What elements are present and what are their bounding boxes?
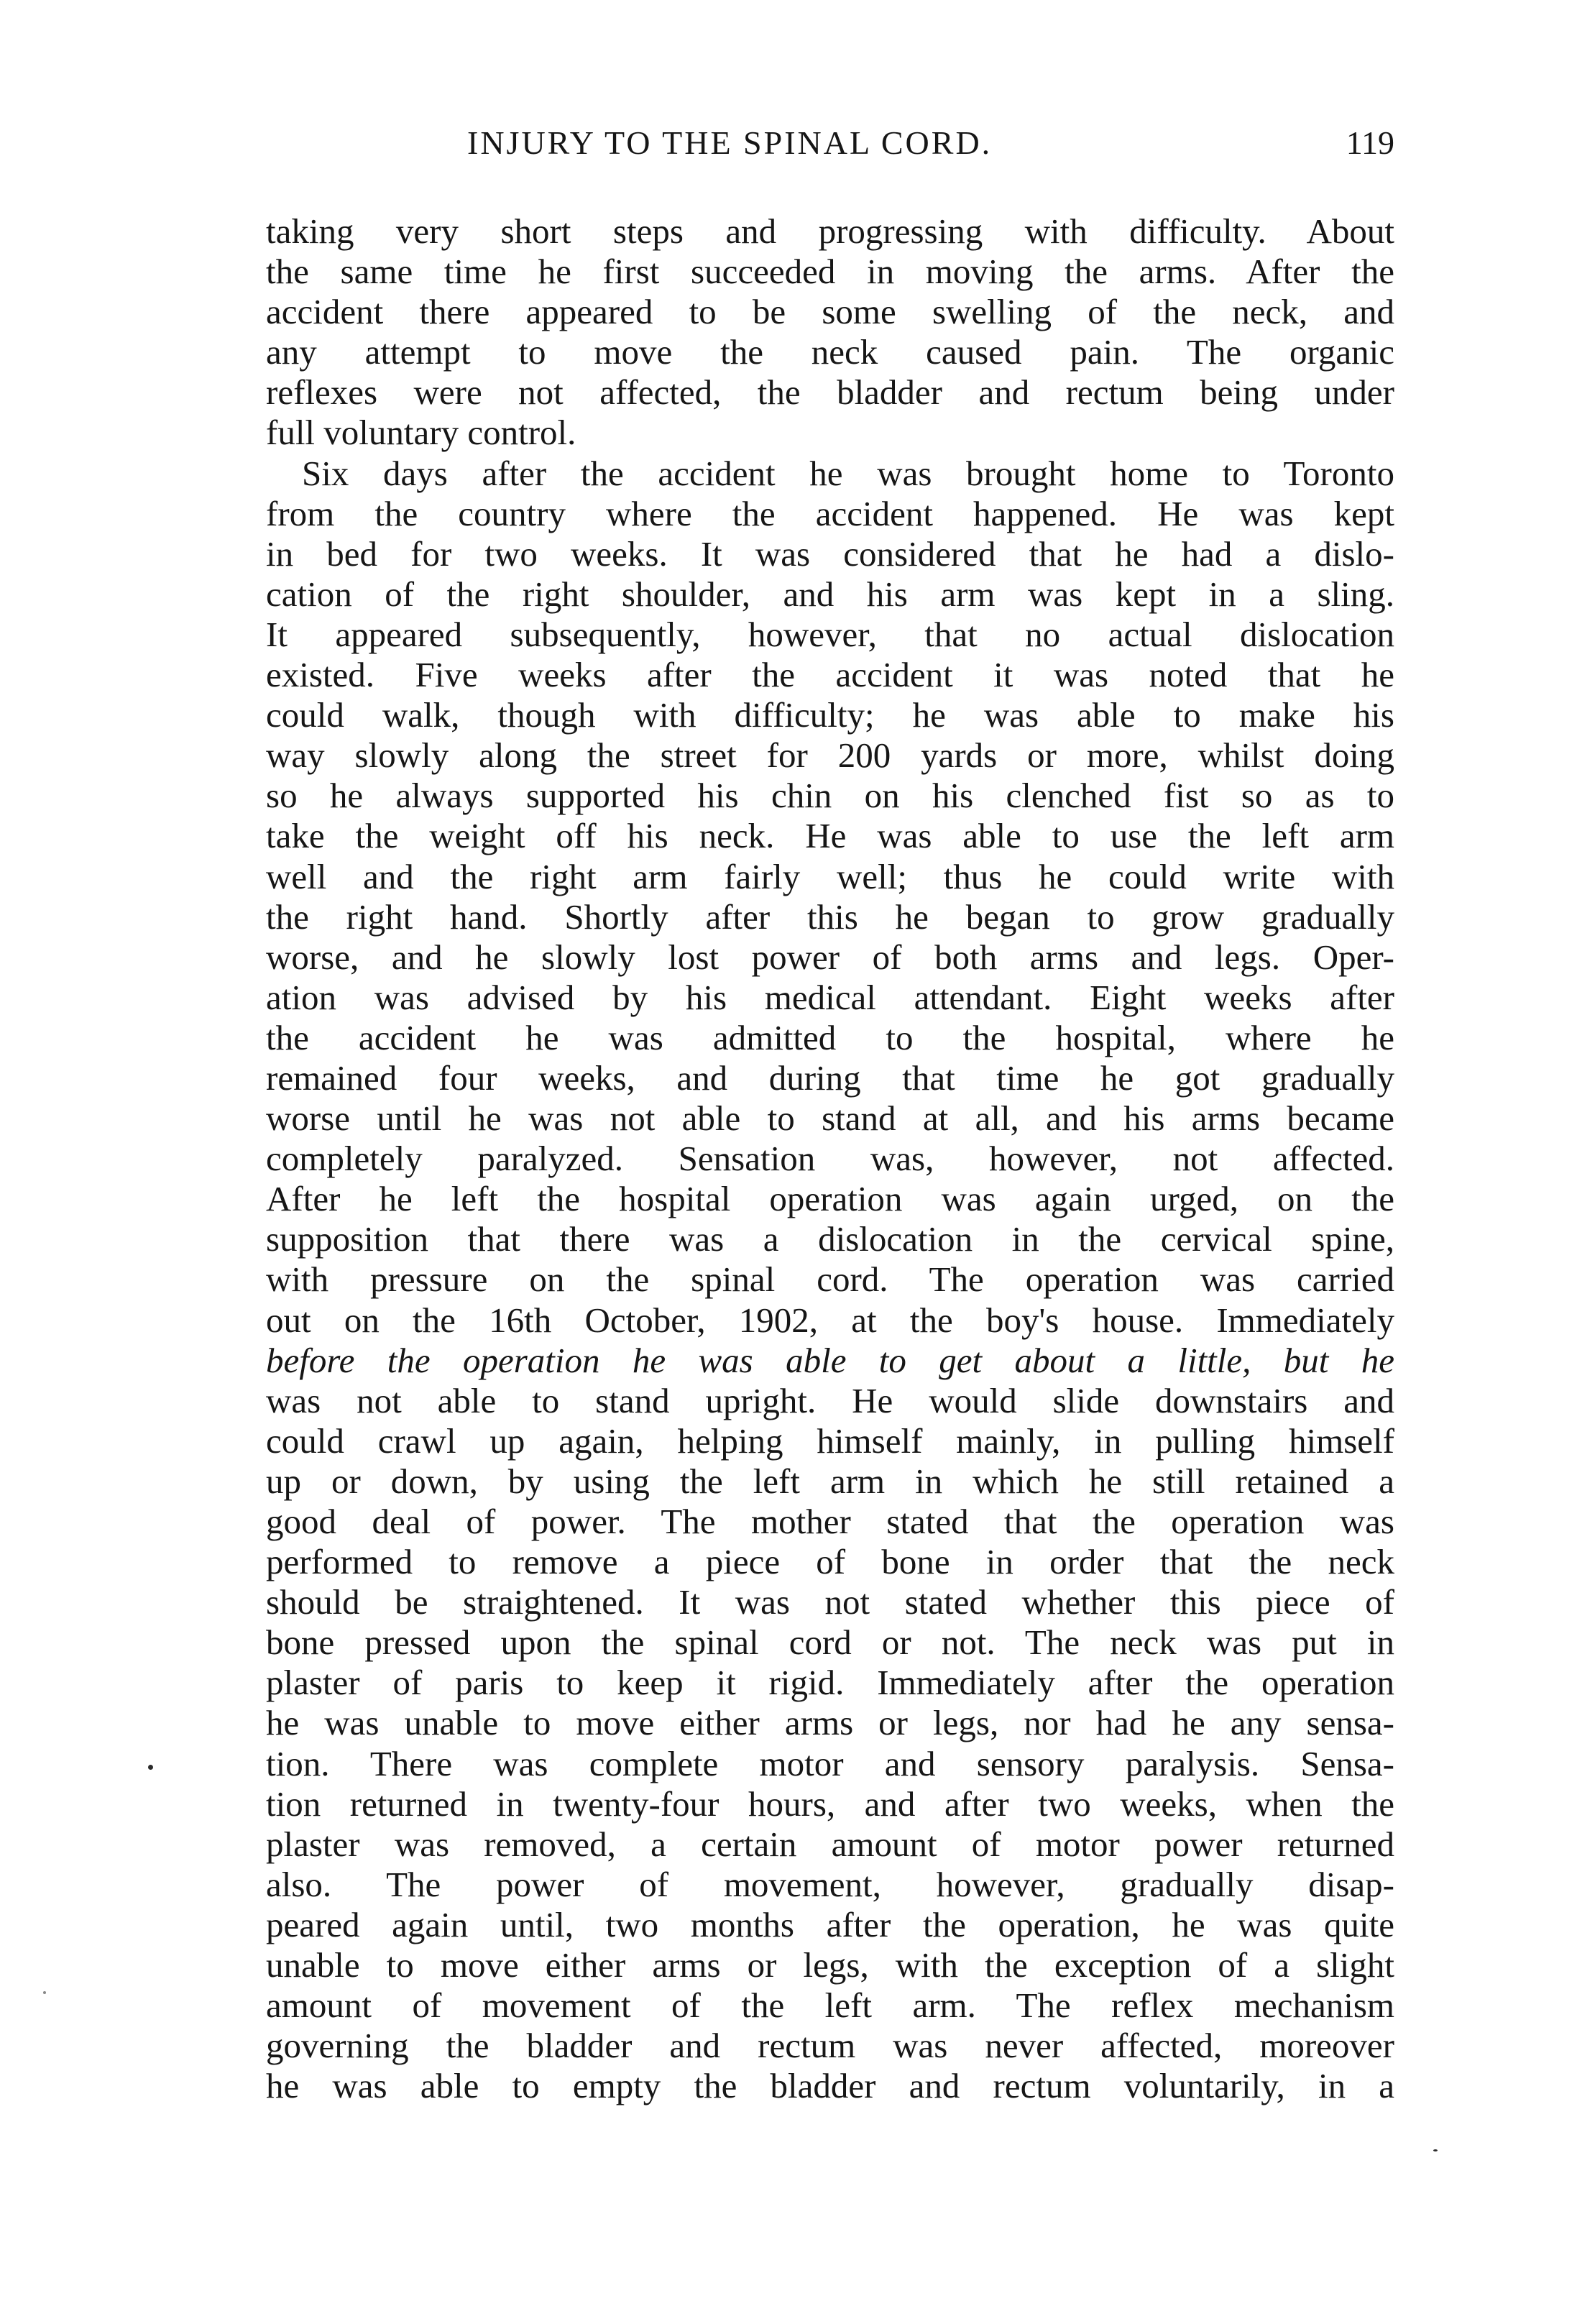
text-line: could crawl up again, helping himself mainly, in pulling himself xyxy=(266,1420,1394,1461)
text-line: amount of movement of the left arm. The reflex mechanism xyxy=(266,1985,1394,2026)
text-line: from the country where the accident happened. He was kept xyxy=(266,493,1394,533)
margin-speck xyxy=(43,1991,46,1994)
italic-text-line: before the operation he was able to get about a little, but he xyxy=(266,1340,1394,1380)
text-line: way slowly along the street for 200 yards or more, whilst doing xyxy=(266,735,1394,776)
text-line: the right hand. Shortly after this he began to grow gradually xyxy=(266,896,1394,937)
text-line: the same time he first succeeded in moving the arms. After the xyxy=(266,252,1394,292)
text-line: accident there appeared to be some swelling of the neck, and xyxy=(266,292,1394,332)
text-line: peared again until, two months after the operation, he was quite xyxy=(266,1904,1394,1944)
text-line: completely paralyzed. Sensation was, however, not affected. xyxy=(266,1139,1394,1179)
text-line: with pressure on the spinal cord. The operation was carried xyxy=(266,1259,1394,1300)
text-line: performed to remove a piece of bone in order that the neck xyxy=(266,1542,1394,1582)
text-line: in bed for two weeks. It was considered that he had a dislo- xyxy=(266,533,1394,574)
text-line: governing the bladder and rectum was never affected, moreover xyxy=(266,2026,1394,2066)
text-line: It appeared subsequently, however, that no actual dislocation xyxy=(266,614,1394,654)
text-line: should be straightened. It was not stated whether this piece of xyxy=(266,1582,1394,1622)
text-line: supposition that there was a dislocation in the cervical spine, xyxy=(266,1219,1394,1259)
text-line: remained four weeks, and during that time he got gradually xyxy=(266,1057,1394,1098)
text-line: he was unable to move either arms or legs, nor had he any sensa- xyxy=(266,1703,1394,1743)
text-line: good deal of power. The mother stated that the operation was xyxy=(266,1502,1394,1541)
text-line: any attempt to move the neck caused pain. The organic xyxy=(266,332,1394,372)
body-text xyxy=(266,211,1394,2106)
text-line: well and the right arm fairly well; thus he could write with xyxy=(266,856,1394,896)
text-line: take the weight off his neck. He was able to use the left arm xyxy=(266,816,1394,856)
text-line: reflexes were not affected, the bladder and rectum being under xyxy=(266,372,1394,413)
text-line: tion. There was complete motor and sensory paralysis. Sensa- xyxy=(266,1743,1394,1783)
text-line: cation of the right shoulder, and his arm was kept in a sling. xyxy=(266,574,1394,614)
text-line: plaster was removed, a certain amount of motor power returned xyxy=(266,1824,1394,1864)
margin-speck xyxy=(1433,2149,1438,2151)
margin-speck xyxy=(148,1765,153,1770)
text-line: the accident he was admitted to the hospital, where he xyxy=(266,1017,1394,1057)
text-line: also. The power of movement, however, gradually disap- xyxy=(266,1864,1394,1904)
running-title: INJURY TO THE SPINAL CORD. xyxy=(467,124,993,161)
text-line: could walk, though with difficulty; he was able to make his xyxy=(266,695,1394,735)
text-line: up or down, by using the left arm in which he still retained a xyxy=(266,1461,1394,1501)
text-line: out on the 16th October, 1902, at the boy's house. Immediately xyxy=(266,1300,1394,1340)
running-header xyxy=(467,124,1394,174)
text-line: After he left the hospital operation was again urged, on the xyxy=(266,1179,1394,1219)
text-line: unable to move either arms or legs, with the exception of a slight xyxy=(266,1945,1394,1985)
text-line: was not able to stand upright. He would slide downstairs and xyxy=(266,1380,1394,1420)
text-line: ation was advised by his medical attendant. Eight weeks after xyxy=(266,977,1394,1017)
text-line: full voluntary control. xyxy=(266,413,576,453)
text-line: existed. Five weeks after the accident it was noted that he xyxy=(266,655,1394,695)
text-line: tion returned in twenty-four hours, and after two weeks, when the xyxy=(266,1783,1394,1824)
text-line: plaster of paris to keep it rigid. Immediately after the operation xyxy=(266,1663,1394,1703)
page-number: 119 xyxy=(1346,124,1394,161)
text-line: he was able to empty the bladder and rectum voluntarily, in a xyxy=(266,2066,1394,2106)
text-line: taking very short steps and progressing with difficulty. About xyxy=(266,211,1394,251)
text-line: bone pressed upon the spinal cord or not. The neck was put in xyxy=(266,1622,1394,1663)
text-line: worse, and he slowly lost power of both arms and legs. Oper- xyxy=(266,937,1394,977)
text-line: so he always supported his chin on his clenched fist so as to xyxy=(266,776,1394,816)
paragraph-start-line: Six days after the accident he was brought home to Toronto xyxy=(302,453,1394,493)
text-line: worse until he was not able to stand at all, and his arms became xyxy=(266,1098,1394,1139)
